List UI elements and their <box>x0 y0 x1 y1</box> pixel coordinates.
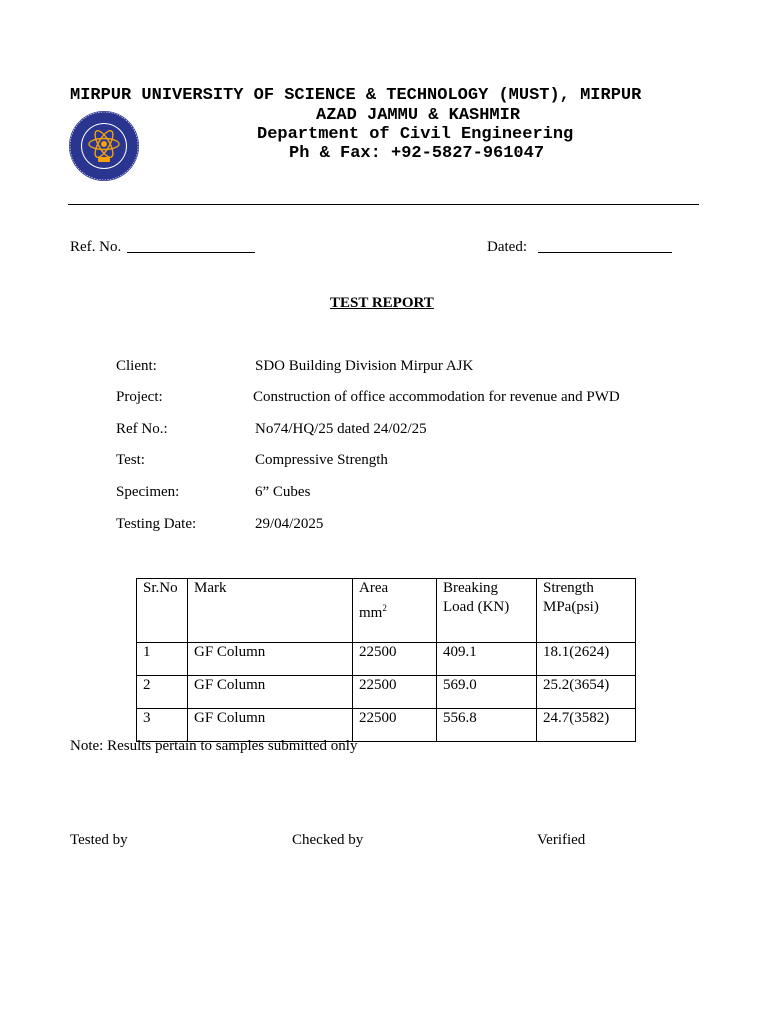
testing-date-value: 29/04/2025 <box>255 516 324 532</box>
cell-srno: 2 <box>137 676 188 709</box>
col-header-srno <box>137 579 188 643</box>
project-label: Project: <box>116 389 163 405</box>
srno-header-text: Sr.No <box>143 580 178 596</box>
university-name: MIRPUR UNIVERSITY OF SCIENCE & TECHNOLOGY (MUST), MIRPUR <box>70 86 642 105</box>
col-header-mark <box>188 579 353 643</box>
cell-strength: 24.7(3582) <box>537 709 636 742</box>
table-header-row <box>137 579 636 643</box>
ref-no-detail-label: Ref No.: <box>116 421 168 437</box>
ref-no-label: Ref. No. <box>70 239 122 255</box>
cell-strength: 25.2(3654) <box>537 676 636 709</box>
table-row <box>137 676 636 709</box>
col-header-load <box>437 579 537 643</box>
region-name: AZAD JAMMU & KASHMIR <box>316 106 521 125</box>
testing-date-label: Testing Date: <box>116 516 197 532</box>
department-name: Department of Civil Engineering <box>257 125 574 144</box>
table-row <box>137 709 636 742</box>
client-value: SDO Building Division Mirpur AJK <box>255 358 474 374</box>
contact-phone-fax: Ph & Fax: +92-5827-961047 <box>289 144 545 163</box>
cell-srno: 1 <box>137 643 188 676</box>
area-unit-text: mm <box>359 605 383 621</box>
col-header-strength <box>537 579 636 643</box>
tested-by-label: Tested by <box>70 832 128 848</box>
cell-area: 22500 <box>353 676 437 709</box>
results-note: Note: Results pertain to samples submitted only <box>70 738 358 754</box>
cell-strength: 18.1(2624) <box>537 643 636 676</box>
client-label: Client: <box>116 358 157 374</box>
cell-area: 22500 <box>353 709 437 742</box>
cell-area: 22500 <box>353 643 437 676</box>
test-label: Test: <box>116 452 145 468</box>
cell-mark: GF Column <box>188 709 353 742</box>
specimen-label: Specimen: <box>116 484 180 500</box>
load-header-line2: Load (KN) <box>443 599 510 615</box>
test-value: Compressive Strength <box>255 452 388 468</box>
cell-srno: 3 <box>137 709 188 742</box>
verified-label: Verified <box>537 832 586 848</box>
strength-header-line1: Strength <box>543 580 594 596</box>
ref-no-blank-line <box>127 252 255 253</box>
checked-by-label: Checked by <box>292 832 364 848</box>
dated-blank-line <box>538 252 672 253</box>
ref-no-detail-value: No74/HQ/25 dated 24/02/25 <box>255 421 427 437</box>
dated-label: Dated: <box>487 239 527 255</box>
mark-header-text: Mark <box>194 580 227 596</box>
load-header-line1: Breaking <box>443 580 498 596</box>
cell-load: 556.8 <box>437 709 537 742</box>
header-divider <box>68 204 699 205</box>
cell-load: 569.0 <box>437 676 537 709</box>
strength-header-line2: MPa(psi) <box>543 599 599 615</box>
area-unit-superscript: 2 <box>382 603 387 613</box>
project-value: Construction of office accommodation for revenue and PWD <box>253 389 620 405</box>
table-row <box>137 643 636 676</box>
cell-load: 409.1 <box>437 643 537 676</box>
area-unit <box>359 604 387 623</box>
area-header-text: Area <box>359 580 389 596</box>
cell-mark: GF Column <box>188 676 353 709</box>
cell-mark: GF Column <box>188 643 353 676</box>
report-title: TEST REPORT <box>330 295 434 311</box>
col-header-area <box>353 579 437 643</box>
university-seal-icon <box>68 110 140 182</box>
results-table <box>136 578 636 742</box>
specimen-value: 6” Cubes <box>255 484 311 500</box>
